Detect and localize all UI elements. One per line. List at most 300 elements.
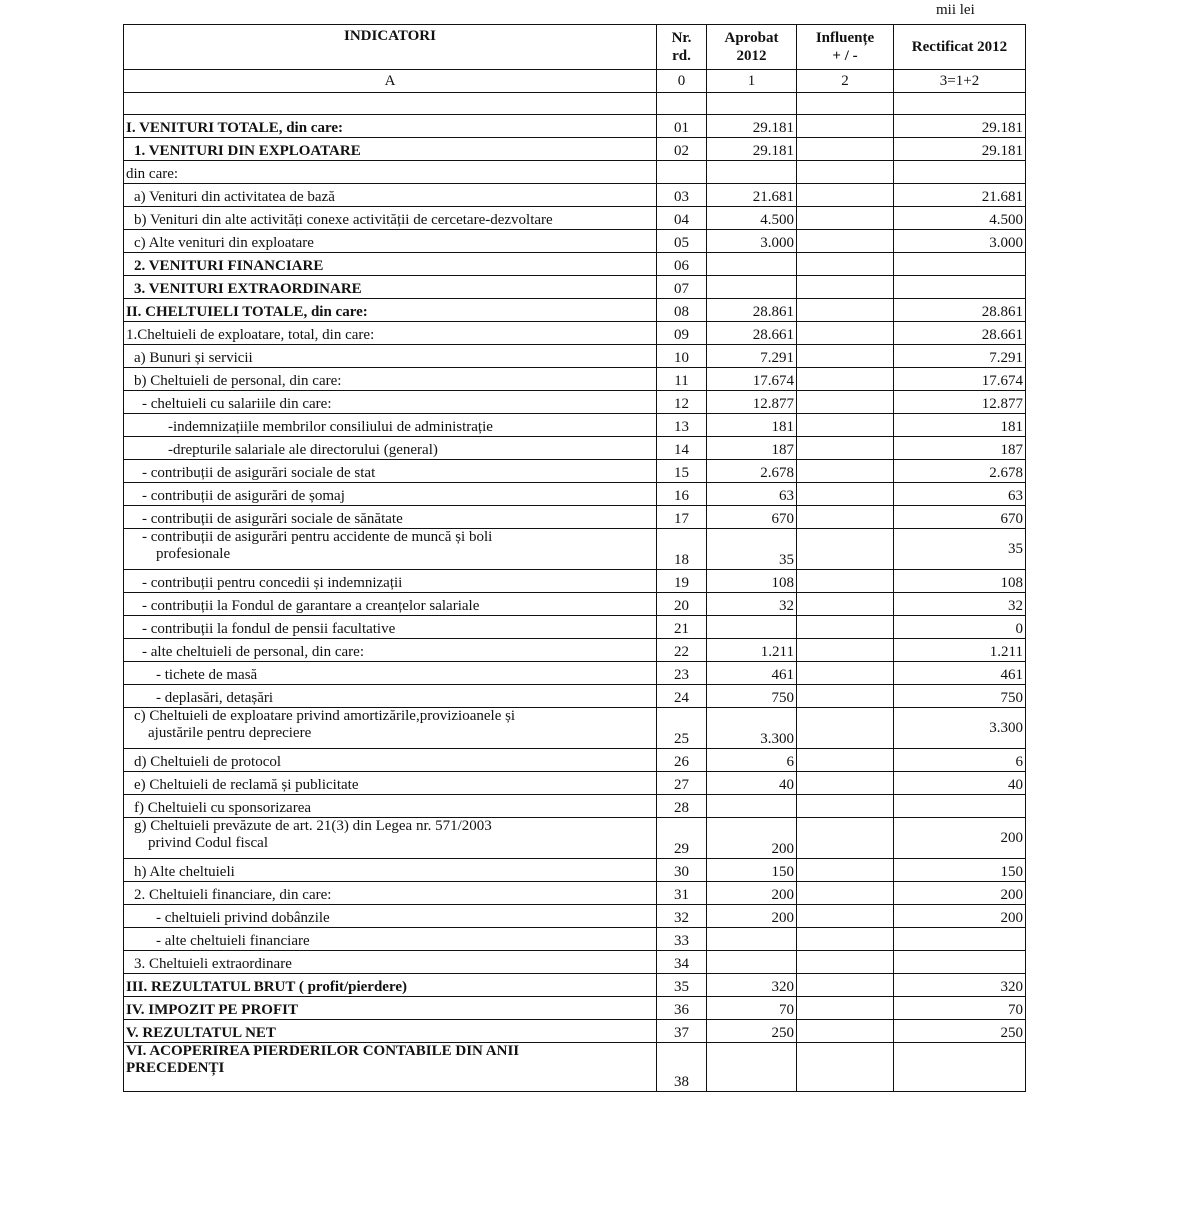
row-number: 24 bbox=[657, 685, 707, 708]
col-index-1: 1 bbox=[707, 70, 797, 93]
influence-value bbox=[797, 437, 894, 460]
influence-value bbox=[797, 460, 894, 483]
indicator-label-line1: - tichete de masă bbox=[156, 667, 258, 683]
rectified-2012-value: 200 bbox=[894, 882, 1026, 905]
table-row bbox=[124, 230, 1026, 253]
indicator-label bbox=[124, 460, 657, 483]
influence-value bbox=[797, 529, 894, 570]
rectified-2012-value: 6 bbox=[894, 749, 1026, 772]
table-row bbox=[124, 184, 1026, 207]
row-number: 37 bbox=[657, 1020, 707, 1043]
indicator-label-line1: e) Cheltuieli de reclamă și publicitate bbox=[134, 777, 359, 793]
table-row bbox=[124, 882, 1026, 905]
indicator-label bbox=[124, 345, 657, 368]
row-number: 18 bbox=[657, 529, 707, 570]
approved-2012-value: 3.300 bbox=[707, 708, 797, 749]
row-number: 02 bbox=[657, 138, 707, 161]
influence-value bbox=[797, 772, 894, 795]
blank-cell bbox=[657, 93, 707, 115]
table-row bbox=[124, 772, 1026, 795]
row-number: 10 bbox=[657, 345, 707, 368]
rectified-2012-value bbox=[894, 161, 1026, 184]
row-number: 03 bbox=[657, 184, 707, 207]
rectified-2012-value: 200 bbox=[894, 905, 1026, 928]
approved-2012-value: 21.681 bbox=[707, 184, 797, 207]
approved-2012-value: 28.861 bbox=[707, 299, 797, 322]
approved-2012-value: 28.661 bbox=[707, 322, 797, 345]
row-number: 25 bbox=[657, 708, 707, 749]
row-number bbox=[657, 161, 707, 184]
rectified-2012-value: 12.877 bbox=[894, 391, 1026, 414]
indicator-label bbox=[124, 299, 657, 322]
influence-value bbox=[797, 391, 894, 414]
indicator-label bbox=[124, 115, 657, 138]
indicator-label-line1: d) Cheltuieli de protocol bbox=[134, 754, 282, 770]
row-number: 19 bbox=[657, 570, 707, 593]
unit-note: mii lei bbox=[936, 2, 975, 18]
indicator-label-line1: -indemnizațiile membrilor consiliului de administrație bbox=[168, 419, 493, 435]
row-number: 22 bbox=[657, 639, 707, 662]
table-row bbox=[124, 529, 1026, 570]
indicator-label bbox=[124, 974, 657, 997]
table-row bbox=[124, 345, 1026, 368]
table-row bbox=[124, 639, 1026, 662]
row-number: 13 bbox=[657, 414, 707, 437]
indicator-label-line1: III. REZULTATUL BRUT ( profit/pierdere) bbox=[126, 979, 408, 995]
indicator-label bbox=[124, 685, 657, 708]
indicator-label bbox=[124, 207, 657, 230]
rectified-2012-value: 7.291 bbox=[894, 345, 1026, 368]
rectified-2012-value bbox=[894, 928, 1026, 951]
rectified-2012-value: 320 bbox=[894, 974, 1026, 997]
influence-value bbox=[797, 253, 894, 276]
indicator-label bbox=[124, 529, 657, 570]
table-row bbox=[124, 138, 1026, 161]
rectified-2012-value: 108 bbox=[894, 570, 1026, 593]
indicator-label bbox=[124, 1043, 657, 1092]
influence-value bbox=[797, 593, 894, 616]
influence-value bbox=[797, 345, 894, 368]
indicator-label-line1: 3. VENITURI EXTRAORDINARE bbox=[134, 281, 362, 297]
approved-2012-value: 750 bbox=[707, 685, 797, 708]
row-number: 11 bbox=[657, 368, 707, 391]
row-number: 27 bbox=[657, 772, 707, 795]
table-row bbox=[124, 276, 1026, 299]
indicator-label bbox=[124, 928, 657, 951]
approved-2012-value: 40 bbox=[707, 772, 797, 795]
approved-2012-value: 70 bbox=[707, 997, 797, 1020]
indicator-label-line1: h) Alte cheltuieli bbox=[134, 864, 235, 880]
approved-2012-value: 35 bbox=[707, 529, 797, 570]
indicator-label-line1: - contribuții de asigurări pentru accidente de muncă și boli bbox=[142, 529, 493, 545]
approved-2012-value: 250 bbox=[707, 1020, 797, 1043]
rectified-2012-value bbox=[894, 276, 1026, 299]
rectified-2012-value: 28.861 bbox=[894, 299, 1026, 322]
table-row bbox=[124, 414, 1026, 437]
table-row bbox=[124, 506, 1026, 529]
header-nr-line2: rd. bbox=[672, 48, 691, 64]
row-number: 34 bbox=[657, 951, 707, 974]
table-row bbox=[124, 685, 1026, 708]
header-influence bbox=[797, 25, 894, 70]
row-number: 17 bbox=[657, 506, 707, 529]
rectified-2012-value: 29.181 bbox=[894, 138, 1026, 161]
table-row bbox=[124, 662, 1026, 685]
indicator-label-line1: IV. IMPOZIT PE PROFIT bbox=[126, 1002, 298, 1018]
influence-value bbox=[797, 905, 894, 928]
row-number: 01 bbox=[657, 115, 707, 138]
influence-value bbox=[797, 997, 894, 1020]
row-number: 36 bbox=[657, 997, 707, 1020]
approved-2012-value: 200 bbox=[707, 882, 797, 905]
rectified-2012-value: 4.500 bbox=[894, 207, 1026, 230]
row-number: 29 bbox=[657, 818, 707, 859]
rectified-2012-value: 28.661 bbox=[894, 322, 1026, 345]
indicator-label bbox=[124, 570, 657, 593]
row-number: 15 bbox=[657, 460, 707, 483]
table-row bbox=[124, 1043, 1026, 1092]
col-index-0: 0 bbox=[657, 70, 707, 93]
approved-2012-value bbox=[707, 1043, 797, 1092]
rectified-2012-value: 461 bbox=[894, 662, 1026, 685]
table-row bbox=[124, 818, 1026, 859]
influence-value bbox=[797, 616, 894, 639]
indicator-label-line1: - contribuții de asigurări de șomaj bbox=[142, 488, 345, 504]
header-influence-line2: + / - bbox=[832, 48, 858, 64]
approved-2012-value bbox=[707, 795, 797, 818]
blank-cell bbox=[124, 93, 657, 115]
row-number: 12 bbox=[657, 391, 707, 414]
header-approved-line2: 2012 bbox=[736, 48, 767, 64]
indicator-label-line1: 1.Cheltuieli de exploatare, total, din care: bbox=[126, 327, 375, 343]
influence-value bbox=[797, 230, 894, 253]
header-rectified: Rectificat 2012 bbox=[894, 25, 1026, 70]
indicator-label-line1: a) Bunuri și servicii bbox=[134, 350, 253, 366]
influence-value bbox=[797, 207, 894, 230]
influence-value bbox=[797, 749, 894, 772]
indicator-label-line1: - contribuții de asigurări sociale de sănătate bbox=[142, 511, 403, 527]
indicator-label-line2: PRECEDENȚI bbox=[126, 1060, 225, 1076]
approved-2012-value: 200 bbox=[707, 818, 797, 859]
approved-2012-value bbox=[707, 253, 797, 276]
row-number: 21 bbox=[657, 616, 707, 639]
table-row bbox=[124, 905, 1026, 928]
influence-value bbox=[797, 882, 894, 905]
column-index-row bbox=[124, 70, 1026, 93]
col-index-3: 3=1+2 bbox=[894, 70, 1026, 93]
row-number: 35 bbox=[657, 974, 707, 997]
influence-value bbox=[797, 414, 894, 437]
indicator-label-line1: - contribuții pentru concedii și indemnizații bbox=[142, 575, 403, 591]
approved-2012-value: 181 bbox=[707, 414, 797, 437]
influence-value bbox=[797, 685, 894, 708]
indicator-label bbox=[124, 662, 657, 685]
row-number: 20 bbox=[657, 593, 707, 616]
indicator-label-line1: b) Venituri din alte activități conexe activității de cercetare-dezvoltare bbox=[134, 212, 553, 228]
rectified-2012-value: 3.300 bbox=[894, 708, 1026, 749]
influence-value bbox=[797, 1020, 894, 1043]
row-number: 16 bbox=[657, 483, 707, 506]
indicator-label-line1: V. REZULTATUL NET bbox=[126, 1025, 276, 1041]
rectified-2012-value: 32 bbox=[894, 593, 1026, 616]
rectified-2012-value: 40 bbox=[894, 772, 1026, 795]
approved-2012-value: 187 bbox=[707, 437, 797, 460]
indicator-label bbox=[124, 997, 657, 1020]
approved-2012-value: 108 bbox=[707, 570, 797, 593]
table-row bbox=[124, 115, 1026, 138]
indicator-label bbox=[124, 161, 657, 184]
approved-2012-value: 32 bbox=[707, 593, 797, 616]
indicator-label bbox=[124, 708, 657, 749]
indicator-label bbox=[124, 859, 657, 882]
approved-2012-value bbox=[707, 928, 797, 951]
influence-value bbox=[797, 322, 894, 345]
influence-value bbox=[797, 859, 894, 882]
table-row bbox=[124, 207, 1026, 230]
indicator-label bbox=[124, 437, 657, 460]
indicator-label bbox=[124, 882, 657, 905]
row-number: 26 bbox=[657, 749, 707, 772]
header-nr bbox=[657, 25, 707, 70]
table-row bbox=[124, 616, 1026, 639]
indicator-label-line1: g) Cheltuieli prevăzute de art. 21(3) din Legea nr. 571/2003 bbox=[134, 818, 492, 834]
approved-2012-value: 4.500 bbox=[707, 207, 797, 230]
indicator-label bbox=[124, 483, 657, 506]
table-row bbox=[124, 437, 1026, 460]
approved-2012-value: 670 bbox=[707, 506, 797, 529]
indicator-label-line1: 3. Cheltuieli extraordinare bbox=[134, 956, 292, 972]
table-row bbox=[124, 1020, 1026, 1043]
influence-value bbox=[797, 928, 894, 951]
indicator-label-line1: - cheltuieli privind dobânzile bbox=[156, 910, 330, 926]
table-row bbox=[124, 708, 1026, 749]
rectified-2012-value: 181 bbox=[894, 414, 1026, 437]
approved-2012-value: 6 bbox=[707, 749, 797, 772]
row-number: 08 bbox=[657, 299, 707, 322]
indicator-label bbox=[124, 1020, 657, 1043]
rectified-2012-value: 670 bbox=[894, 506, 1026, 529]
influence-value bbox=[797, 483, 894, 506]
rectified-2012-value: 3.000 bbox=[894, 230, 1026, 253]
rectified-2012-value: 2.678 bbox=[894, 460, 1026, 483]
table-row bbox=[124, 795, 1026, 818]
rectified-2012-value bbox=[894, 253, 1026, 276]
indicator-label-line1: - contribuții la fondul de pensii facultative bbox=[142, 621, 396, 637]
approved-2012-value: 320 bbox=[707, 974, 797, 997]
indicator-label bbox=[124, 184, 657, 207]
approved-2012-value bbox=[707, 161, 797, 184]
rectified-2012-value: 35 bbox=[894, 529, 1026, 570]
influence-value bbox=[797, 795, 894, 818]
approved-2012-value bbox=[707, 951, 797, 974]
rectified-2012-value: 0 bbox=[894, 616, 1026, 639]
indicator-label-line1: -drepturile salariale ale directorului (general) bbox=[168, 442, 438, 458]
row-number: 31 bbox=[657, 882, 707, 905]
table-body bbox=[124, 115, 1026, 1092]
influence-value bbox=[797, 662, 894, 685]
indicator-label-line1: - contribuții la Fondul de garantare a creanțelor salariale bbox=[142, 598, 480, 614]
blank-cell bbox=[894, 93, 1026, 115]
influence-value bbox=[797, 951, 894, 974]
table-row bbox=[124, 570, 1026, 593]
table-row bbox=[124, 951, 1026, 974]
approved-2012-value: 12.877 bbox=[707, 391, 797, 414]
rectified-2012-value bbox=[894, 951, 1026, 974]
influence-value bbox=[797, 276, 894, 299]
indicator-label-line2: profesionale bbox=[156, 546, 231, 562]
table-row bbox=[124, 299, 1026, 322]
table-row bbox=[124, 253, 1026, 276]
table-header-row bbox=[124, 25, 1026, 70]
row-number: 07 bbox=[657, 276, 707, 299]
influence-value bbox=[797, 818, 894, 859]
rectified-2012-value bbox=[894, 795, 1026, 818]
approved-2012-value: 3.000 bbox=[707, 230, 797, 253]
influence-value bbox=[797, 506, 894, 529]
rectified-2012-value: 150 bbox=[894, 859, 1026, 882]
indicator-label bbox=[124, 322, 657, 345]
table-row bbox=[124, 974, 1026, 997]
indicator-label bbox=[124, 253, 657, 276]
row-number: 30 bbox=[657, 859, 707, 882]
blank-row bbox=[124, 93, 1026, 115]
table-row bbox=[124, 997, 1026, 1020]
indicator-label bbox=[124, 368, 657, 391]
influence-value bbox=[797, 974, 894, 997]
approved-2012-value: 63 bbox=[707, 483, 797, 506]
indicator-label-line1: - cheltuieli cu salariile din care: bbox=[142, 396, 332, 412]
blank-cell bbox=[797, 93, 894, 115]
table-row bbox=[124, 391, 1026, 414]
indicator-label bbox=[124, 391, 657, 414]
indicator-label-line1: b) Cheltuieli de personal, din care: bbox=[134, 373, 342, 389]
table-row bbox=[124, 161, 1026, 184]
indicator-label-line1: f) Cheltuieli cu sponsorizarea bbox=[134, 800, 312, 816]
approved-2012-value: 29.181 bbox=[707, 138, 797, 161]
header-nr-line1: Nr. bbox=[671, 30, 692, 46]
approved-2012-value: 17.674 bbox=[707, 368, 797, 391]
table-row bbox=[124, 322, 1026, 345]
indicator-label bbox=[124, 795, 657, 818]
row-number: 14 bbox=[657, 437, 707, 460]
row-number: 32 bbox=[657, 905, 707, 928]
rectified-2012-value: 750 bbox=[894, 685, 1026, 708]
budget-table bbox=[123, 24, 1026, 1092]
influence-value bbox=[797, 1043, 894, 1092]
table-row bbox=[124, 593, 1026, 616]
rectified-2012-value: 250 bbox=[894, 1020, 1026, 1043]
indicator-label-line1: VI. ACOPERIREA PIERDERILOR CONTABILE DIN ANII bbox=[126, 1043, 520, 1059]
indicator-label bbox=[124, 749, 657, 772]
indicator-label-line1: - contribuții de asigurări sociale de stat bbox=[142, 465, 376, 481]
indicator-label bbox=[124, 593, 657, 616]
col-index-2: 2 bbox=[797, 70, 894, 93]
row-number: 09 bbox=[657, 322, 707, 345]
indicator-label bbox=[124, 951, 657, 974]
header-indicator: INDICATORI bbox=[124, 25, 657, 70]
row-number: 04 bbox=[657, 207, 707, 230]
row-number: 38 bbox=[657, 1043, 707, 1092]
influence-value bbox=[797, 368, 894, 391]
approved-2012-value: 7.291 bbox=[707, 345, 797, 368]
indicator-label-line1: 2. Cheltuieli financiare, din care: bbox=[134, 887, 332, 903]
influence-value bbox=[797, 161, 894, 184]
indicator-label bbox=[124, 506, 657, 529]
indicator-label bbox=[124, 772, 657, 795]
indicator-label bbox=[124, 230, 657, 253]
table-row bbox=[124, 368, 1026, 391]
indicator-label-line1: a) Venituri din activitatea de bază bbox=[134, 189, 335, 205]
rectified-2012-value: 1.211 bbox=[894, 639, 1026, 662]
row-number: 05 bbox=[657, 230, 707, 253]
row-number: 06 bbox=[657, 253, 707, 276]
rectified-2012-value: 29.181 bbox=[894, 115, 1026, 138]
indicator-label bbox=[124, 818, 657, 859]
indicator-label-line2: ajustările pentru depreciere bbox=[148, 725, 312, 741]
rectified-2012-value: 63 bbox=[894, 483, 1026, 506]
influence-value bbox=[797, 115, 894, 138]
table-row bbox=[124, 460, 1026, 483]
indicator-label bbox=[124, 639, 657, 662]
influence-value bbox=[797, 299, 894, 322]
indicator-label bbox=[124, 414, 657, 437]
rectified-2012-value bbox=[894, 1043, 1026, 1092]
influence-value bbox=[797, 639, 894, 662]
indicator-label-line2: privind Codul fiscal bbox=[148, 835, 268, 851]
indicator-label-line1: - deplasări, detașări bbox=[156, 690, 274, 706]
indicator-label-line1: - alte cheltuieli financiare bbox=[156, 933, 310, 949]
indicator-label bbox=[124, 905, 657, 928]
table-row bbox=[124, 749, 1026, 772]
row-number: 28 bbox=[657, 795, 707, 818]
col-index-a: A bbox=[124, 70, 657, 93]
approved-2012-value: 200 bbox=[707, 905, 797, 928]
influence-value bbox=[797, 708, 894, 749]
indicator-label bbox=[124, 276, 657, 299]
indicator-label-line1: - alte cheltuieli de personal, din care: bbox=[142, 644, 364, 660]
rectified-2012-value: 187 bbox=[894, 437, 1026, 460]
indicator-label-line1: I. VENITURI TOTALE, din care: bbox=[126, 120, 343, 136]
rectified-2012-value: 17.674 bbox=[894, 368, 1026, 391]
approved-2012-value bbox=[707, 276, 797, 299]
row-number: 33 bbox=[657, 928, 707, 951]
indicator-label bbox=[124, 138, 657, 161]
indicator-label-line1: c) Alte venituri din exploatare bbox=[134, 235, 314, 251]
indicator-label-line1: din care: bbox=[126, 166, 179, 182]
approved-2012-value: 150 bbox=[707, 859, 797, 882]
indicator-label-line1: c) Cheltuieli de exploatare privind amortizările,provizioanele și bbox=[134, 708, 516, 724]
header-influence-line1: Influențe bbox=[815, 30, 875, 46]
indicator-label bbox=[124, 616, 657, 639]
influence-value bbox=[797, 570, 894, 593]
header-approved-line1: Aprobat bbox=[724, 30, 779, 46]
header-approved bbox=[707, 25, 797, 70]
indicator-label-line1: 2. VENITURI FINANCIARE bbox=[134, 258, 324, 274]
influence-value bbox=[797, 184, 894, 207]
table-row bbox=[124, 928, 1026, 951]
table-row bbox=[124, 859, 1026, 882]
indicator-label-line1: 1. VENITURI DIN EXPLOATARE bbox=[134, 143, 361, 159]
indicator-label-line1: II. CHELTUIELI TOTALE, din care: bbox=[126, 304, 368, 320]
row-number: 23 bbox=[657, 662, 707, 685]
rectified-2012-value: 21.681 bbox=[894, 184, 1026, 207]
approved-2012-value: 1.211 bbox=[707, 639, 797, 662]
rectified-2012-value: 200 bbox=[894, 818, 1026, 859]
blank-cell bbox=[707, 93, 797, 115]
rectified-2012-value: 70 bbox=[894, 997, 1026, 1020]
approved-2012-value: 29.181 bbox=[707, 115, 797, 138]
approved-2012-value: 2.678 bbox=[707, 460, 797, 483]
